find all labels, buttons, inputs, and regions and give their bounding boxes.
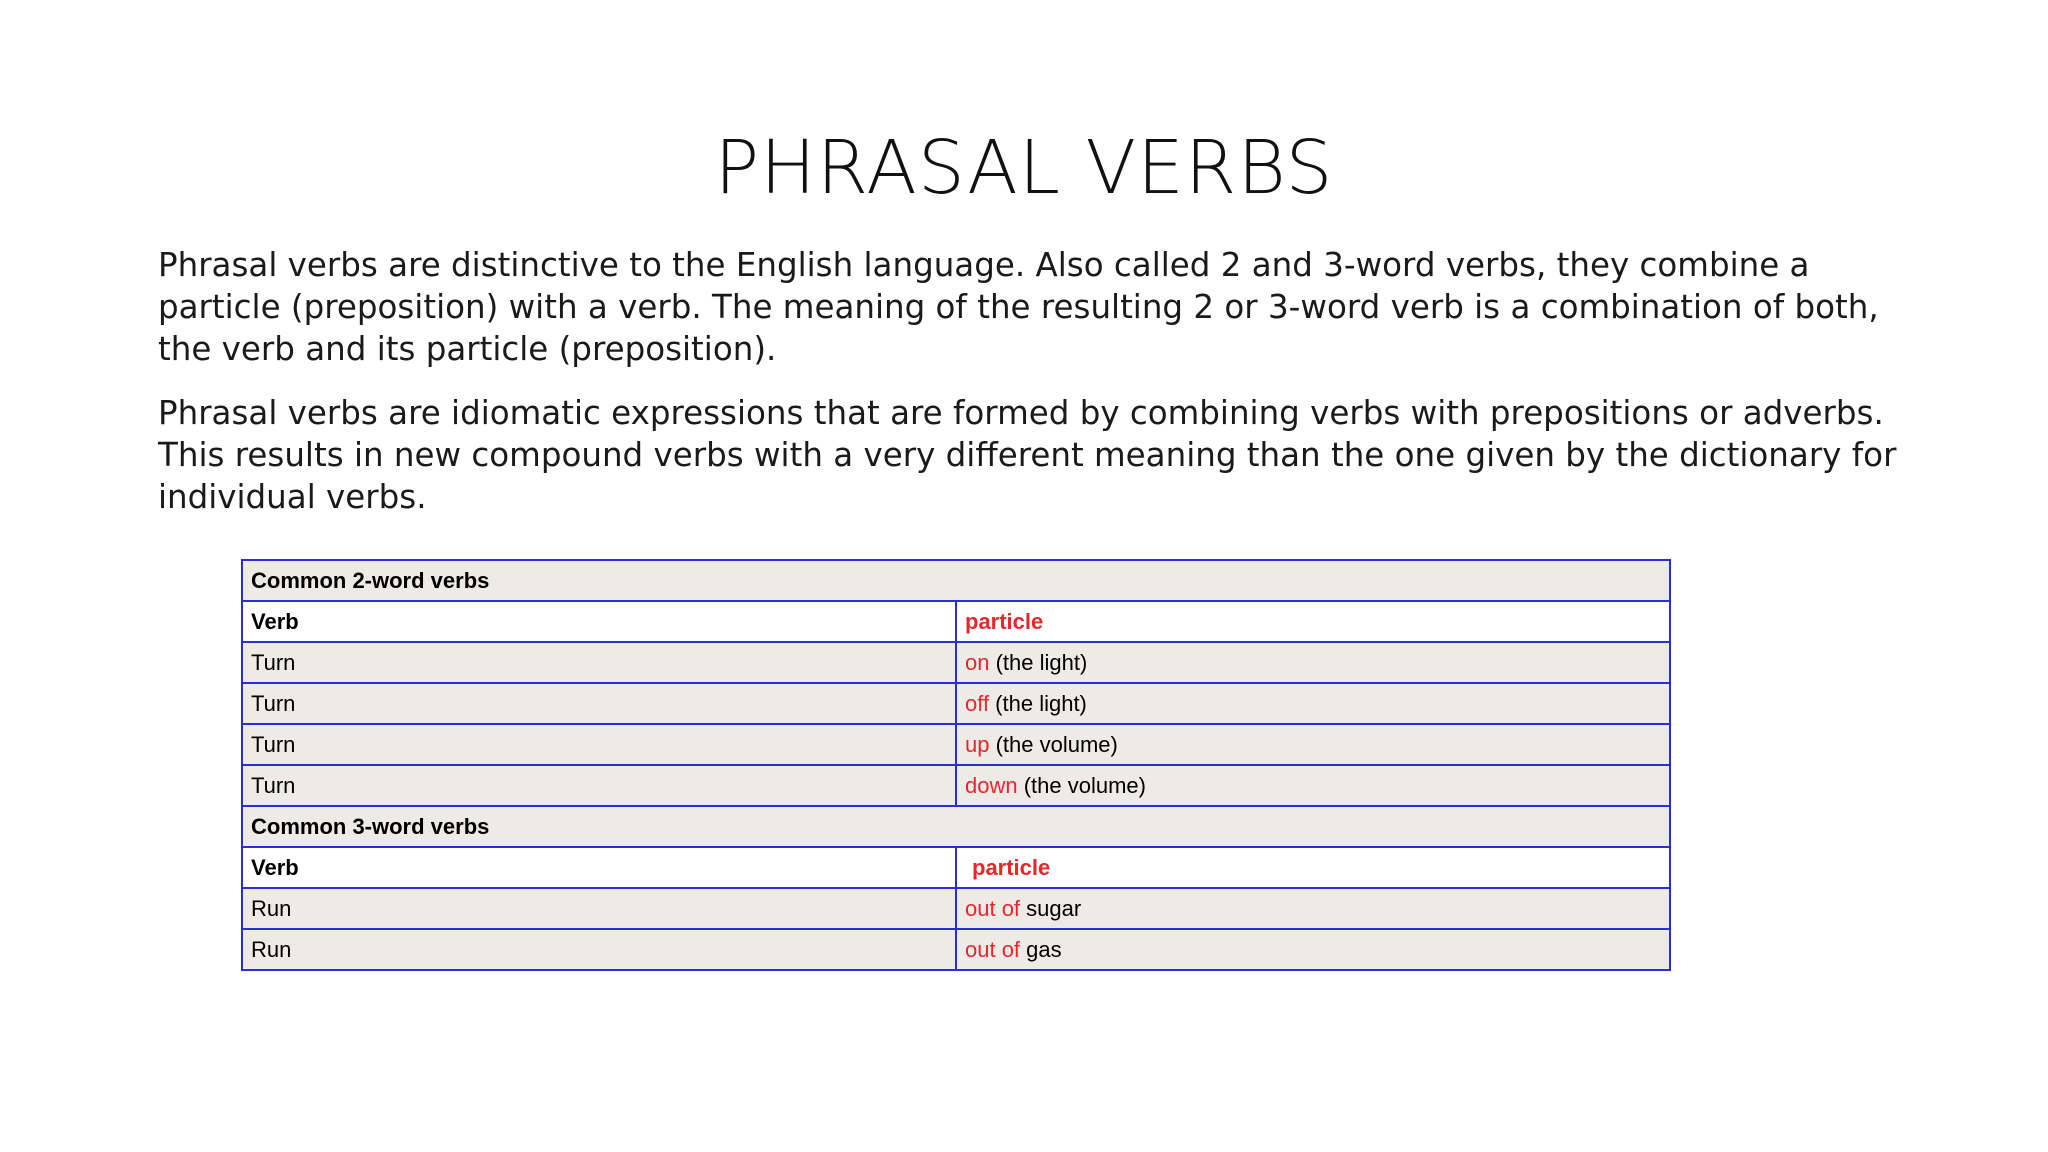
table-row (242, 683, 1670, 724)
column-header-verb: Verb (242, 601, 956, 642)
column-header-verb: Verb (242, 847, 956, 888)
column-header-row (242, 847, 1670, 888)
verb-cell: Run (242, 888, 956, 929)
section-heading: Common 3-word verbs (242, 806, 1670, 847)
verb-cell: Turn (242, 683, 956, 724)
verb-cell: Turn (242, 724, 956, 765)
body-text (158, 244, 1918, 540)
particle-header-label: particle (972, 854, 1051, 880)
table-row (242, 929, 1670, 970)
section-heading: Common 2-word verbs (242, 560, 1670, 601)
particle-object: gas (1020, 936, 1062, 962)
particle-header-label: particle (965, 608, 1044, 634)
particle-object: (the volume) (989, 731, 1118, 757)
column-header-particle (956, 601, 1670, 642)
particle-object: sugar (1020, 895, 1082, 921)
particle-word: down (965, 772, 1018, 798)
particle-cell (956, 683, 1670, 724)
particle-word: out of (965, 936, 1021, 962)
slide-title: PHRASAL VERBS (714, 125, 1334, 211)
column-header-particle (956, 847, 1670, 888)
particle-word: off (965, 690, 990, 716)
particle-word: up (965, 731, 990, 757)
table-row (242, 765, 1670, 806)
table-row (242, 642, 1670, 683)
particle-object: (the light) (989, 649, 1088, 675)
particle-cell (956, 724, 1670, 765)
particle-cell (956, 765, 1670, 806)
particle-cell (956, 929, 1670, 970)
particle-word: out of (965, 895, 1021, 921)
table-row (242, 724, 1670, 765)
verb-cell: Run (242, 929, 956, 970)
particle-object: (the light) (989, 690, 1087, 716)
section-heading-row (242, 806, 1670, 847)
column-header-row (242, 601, 1670, 642)
particle-word: on (965, 649, 990, 675)
particle-cell (956, 642, 1670, 683)
table-row (242, 888, 1670, 929)
paragraph-definition: Phrasal verbs are idiomatic expressions that are formed by combining verbs with prepositions or adverbs. This results in new compound verbs with a very different meaning than the one given by the dictionary for individual verbs. (158, 394, 1897, 516)
verb-cell: Turn (242, 642, 956, 683)
verb-cell: Turn (242, 765, 956, 806)
section-heading-row (242, 560, 1670, 601)
particle-cell (956, 888, 1670, 929)
particle-object: (the volume) (1017, 772, 1146, 798)
phrasal-verbs-table (241, 559, 1671, 971)
paragraph-intro: Phrasal verbs are distinctive to the English language. Also called 2 and 3-word verbs, they combine a particle (preposition) with a verb. The meaning of the resulting 2 or 3-word verb is a combination of both, the verb and its particle (preposition). (158, 246, 1879, 368)
